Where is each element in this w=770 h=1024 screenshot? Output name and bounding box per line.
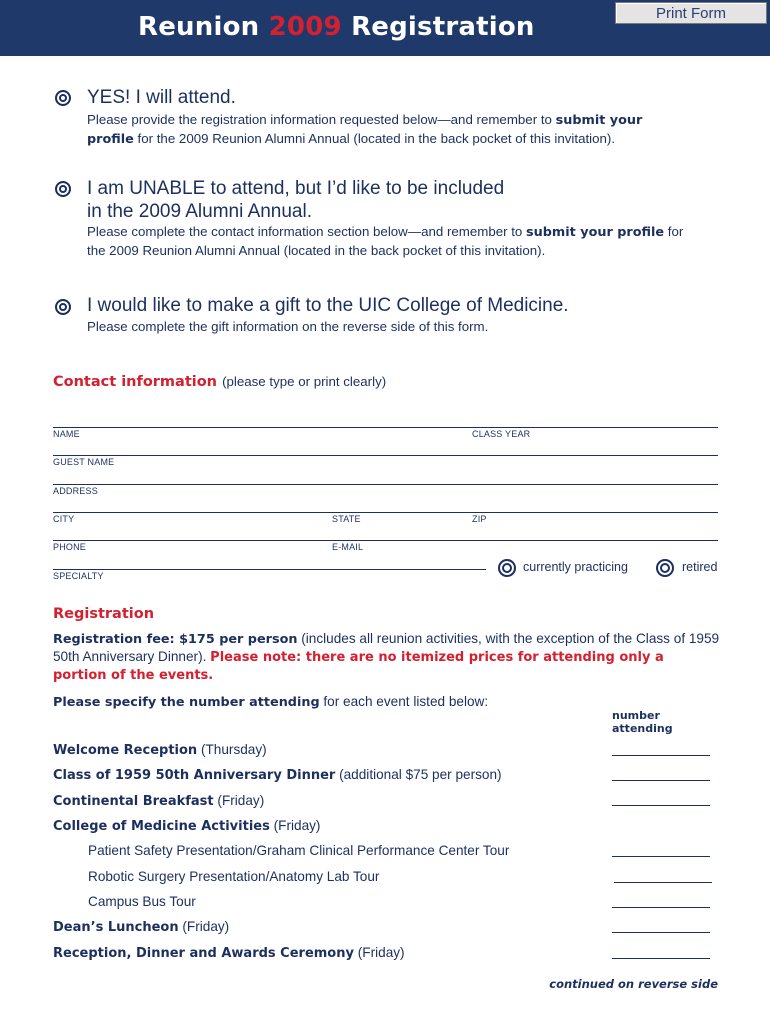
attend-yes-heading: YES! I will attend. (87, 87, 236, 108)
print-form-button[interactable]: Print Form (615, 2, 767, 24)
make-gift-description: Please complete the gift information on the reverse side of this form. (87, 319, 489, 334)
awards-ceremony-count-input[interactable] (612, 943, 710, 959)
anniversary-dinner-count-input[interactable] (612, 765, 710, 781)
number-attending-header: number attending (612, 709, 673, 735)
title-word-registration: Registration (351, 12, 535, 42)
city-input[interactable] (53, 495, 323, 511)
unable-attend-heading-line1: I am UNABLE to attend, but I’d like to be included (87, 178, 505, 199)
currently-practicing-radio[interactable] (498, 559, 516, 577)
contact-section-title: Contact information (please type or print clearly) (53, 374, 387, 390)
registration-fee-paragraph: Registration fee: $175 per person (includes all reunion activities, with the exception of the Class of 1959 50th Anniversary Dinner). Please note: there are no itemized prices for attending only a portion of the events. (53, 631, 720, 683)
contact-section-note: (please type or print clearly) (222, 374, 387, 389)
zip-label: ZIP (472, 514, 487, 524)
currently-practicing-label: currently practicing (523, 560, 628, 574)
email-label: E-MAIL (332, 542, 364, 552)
page-title (138, 12, 535, 42)
retired-label: retired (682, 560, 718, 574)
guest-name-label: GUEST NAME (53, 457, 115, 467)
welcome-reception-count-input[interactable] (612, 740, 710, 756)
guest-row-rule (53, 455, 718, 456)
address-label: ADDRESS (53, 486, 98, 496)
event-patient-safety-tour: Patient Safety Presentation/Graham Clinical Performance Center Tour (88, 843, 510, 858)
specify-number-instruction: Please specify the number attending for each event listed below: (53, 694, 489, 710)
name-input[interactable] (53, 410, 463, 426)
address-input[interactable] (53, 467, 713, 483)
event-awards-ceremony: Reception, Dinner and Awards Ceremony (Friday) (53, 945, 405, 961)
unable-attend-description: Please complete the contact information section below—and remember to submit your profile for the 2009 Reunion Alumni Annual (located in the back pocket of this invitation). (87, 224, 684, 258)
phone-row-rule (53, 540, 718, 541)
specialty-label: SPECIALTY (53, 571, 104, 581)
make-gift-radio[interactable] (55, 299, 71, 315)
phone-label: PHONE (53, 542, 87, 552)
registration-fee-note: Please note: there are no itemized prices for attending only a portion of the events. (53, 650, 664, 683)
robotic-surgery-tour-count-input[interactable] (614, 867, 712, 883)
registration-fee-amount: Registration fee: $175 per person (53, 632, 298, 647)
unable-attend-radio[interactable] (55, 181, 71, 197)
name-label: NAME (53, 429, 80, 439)
title-year: 2009 (268, 12, 342, 42)
continued-on-reverse-note: continued on reverse side (549, 977, 718, 991)
continental-breakfast-count-input[interactable] (612, 790, 710, 806)
title-word-reunion: Reunion (138, 12, 260, 42)
event-continental-breakfast: Continental Breakfast (Friday) (53, 793, 265, 809)
phone-input[interactable] (53, 523, 323, 539)
make-gift-heading: I would like to make a gift to the UIC College of Medicine. (87, 295, 569, 316)
event-anniversary-dinner: Class of 1959 50th Anniversary Dinner (additional $75 per person) (53, 767, 502, 783)
class-year-label: CLASS YEAR (472, 429, 531, 439)
city-row-rule (53, 512, 718, 513)
email-input[interactable] (332, 523, 712, 539)
patient-safety-tour-count-input[interactable] (612, 841, 710, 857)
retired-radio[interactable] (656, 559, 674, 577)
city-label: CITY (53, 514, 75, 524)
specialty-row-rule (53, 569, 486, 570)
state-input[interactable] (332, 495, 462, 511)
event-campus-bus-tour: Campus Bus Tour (88, 894, 196, 909)
event-deans-luncheon: Dean’s Luncheon (Friday) (53, 919, 230, 935)
address-row-rule (53, 484, 718, 485)
state-label: STATE (332, 514, 361, 524)
class-year-input[interactable] (472, 410, 712, 426)
deans-luncheon-count-input[interactable] (612, 917, 710, 933)
unable-attend-heading-line2: in the 2009 Alumni Annual. (87, 201, 313, 222)
campus-bus-tour-count-input[interactable] (612, 892, 710, 908)
registration-section-title: Registration (53, 606, 155, 622)
specialty-input[interactable] (53, 552, 481, 568)
name-row-rule (53, 427, 718, 428)
guest-name-input[interactable] (53, 438, 713, 454)
event-welcome-reception: Welcome Reception (Thursday) (53, 742, 267, 758)
attend-yes-radio[interactable] (55, 90, 71, 106)
zip-input[interactable] (472, 495, 712, 511)
attend-yes-description: Please provide the registration information requested below—and remember to submit your profile for the 2009 Reunion Alumni Annual (located in the back pocket of this invitation). (87, 112, 643, 147)
event-college-activities: College of Medicine Activities (Friday) (53, 818, 321, 834)
event-robotic-surgery-tour: Robotic Surgery Presentation/Anatomy Lab Tour (88, 869, 380, 884)
